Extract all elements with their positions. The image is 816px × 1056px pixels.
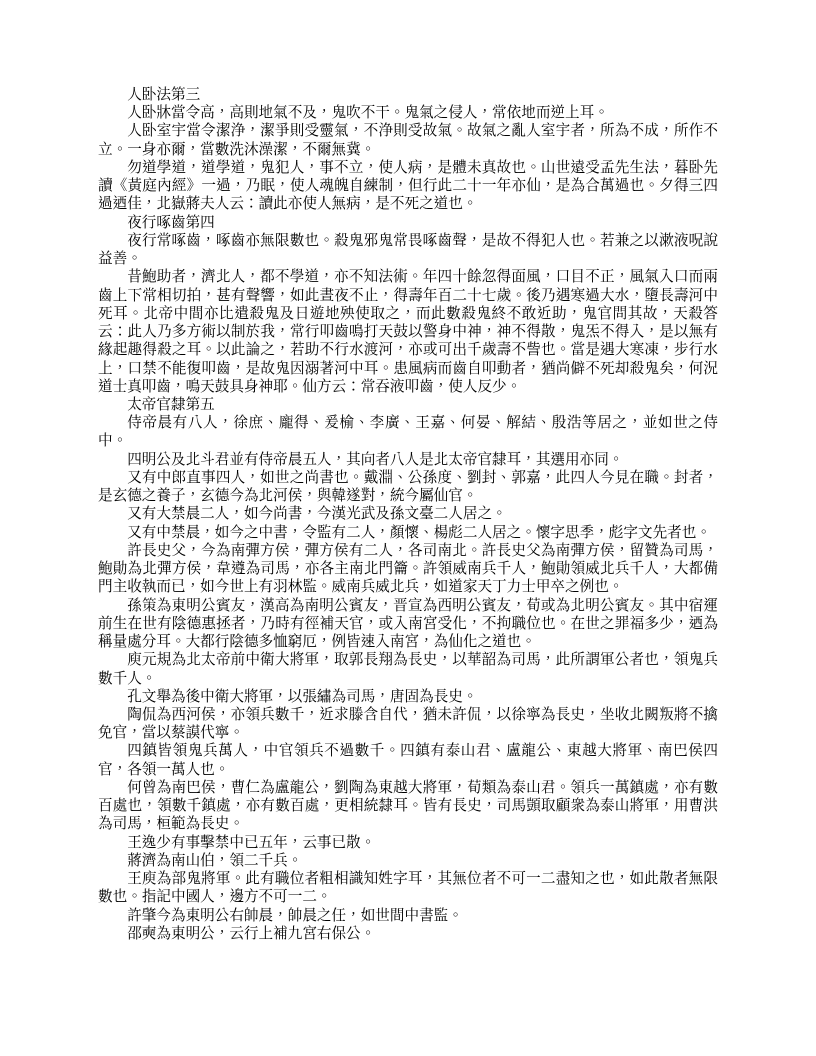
paragraph: 侍帝晨有八人，徐庶、龐得、爰榆、李廣、王嘉、何晏、解結、殷浩等居之，並如世之侍中。 bbox=[98, 415, 718, 450]
section-heading: 太帝官隸第五 bbox=[127, 396, 215, 413]
paragraph: 邵奭為東明公，云行上補九宮右保公。 bbox=[127, 925, 376, 942]
paragraph: 蔣濟為南山伯，領二千兵。 bbox=[127, 852, 303, 869]
paragraph: 孫策為東明公賓友，漢高為南明公賓友，晋宣為西明公賓友，荀或為北明公賓友。其中宿運前生在世有陰德惠拯者，乃時有徑補天官，或入南宮受化，不拘職位也。在世之罪福多少，迺為稱量處分耳。大都行陰德多恤窮厄，例皆速入南宮，為仙化之道也。 bbox=[98, 597, 718, 651]
paragraph: 又有大禁晨二人，如今尚書，今漢光武及孫文臺二人居之。 bbox=[127, 506, 507, 523]
paragraph: 四鎮皆領鬼兵萬人，中官領兵不過數千。四鎮有泰山君、盧龍公、東越大將軍、南巴侯四官，各領一萬人也。 bbox=[98, 743, 718, 778]
paragraph: 許肇今為東明公右帥晨，帥晨之任，如世間中書監。 bbox=[127, 907, 463, 924]
paragraph: 陶侃為西河侯，亦領兵數千，近求滕含自代，猶未許侃，以徐寧為長史，坐收北闕叛將不擒免官，當以蔡謨代寧。 bbox=[98, 706, 718, 742]
document-body bbox=[98, 86, 718, 943]
section-heading: 夜行啄齒第四 bbox=[127, 214, 215, 231]
section-heading: 人卧法第三 bbox=[127, 87, 201, 103]
paragraph: 何曾為南巴侯，曹仁為盧龍公，劉陶為東越大將軍，荀類為泰山君。領兵一萬鎮處，亦有數百處也，領數千鎮處，亦有數百處，更相統隸耳。皆有長史，司馬顗取顧衆為泰山將軍，用曹洪為司馬，桓範為長史。 bbox=[98, 779, 718, 833]
paragraph: 孔文舉為後中衛大將軍，以張繡為司馬，唐固為長史。 bbox=[127, 688, 478, 705]
paragraph: 四明公及北斗君並有侍帝晨五人，其向者八人是北太帝官隸耳，其選用亦同。 bbox=[127, 451, 624, 468]
paragraph: 夜行常啄齒，啄齒亦無限數也。殺鬼邪鬼常畏啄齒聲，是故不得犯人也。若兼之以漱液呪說益善。 bbox=[98, 232, 718, 268]
paragraph: 人卧牀當令高，高則地氣不及，鬼吹不干。鬼氣之侵人，常依地而逆上耳。 bbox=[127, 105, 609, 122]
paragraph: 王庾為部鬼將軍。此有職位者粗相識知姓字耳，其無位者不可一二盡知之也，如此散者無限數也。指記中國人，邊方不可一二。 bbox=[98, 871, 718, 906]
paragraph: 昔鮑助者，濟北人，都不學道，亦不知法術。年四十餘忽得面風，口目不正，風氣入口而兩齒上下常相切拍，甚有聲響，如此晝夜不止，得壽年百二十七歲。後乃遇寒過大水，墮長壽河中死耳。北帝中間亦比遣殺鬼及日遊地殃使取之，而此數殺鬼終不敢近助，鬼官問其故，天殺答云：此人乃多方術以制於我，常行叩齒鳴打天鼓以警身中神，神不得散，鬼炁不得入，是以無有緣起趣得殺之耳。以此論之，若助不行水渡河，亦或可出千歲壽不訾也。當是遇大寒凍，步行水上，口禁不能復叩齒，是故鬼因溺著河中耳。患風病而齒自叩動者，猶尚僻不死却殺鬼矣，何況道士真叩齒，鳴天鼓具身神耶。仙方云：常吞液叩齒，使人反少。 bbox=[98, 269, 718, 395]
paragraph: 勿道學道，道學道，鬼犯人，事不立，使人病，是體未真故也。山世遠受孟先生法，暮卧先讀《黃庭內經》一過，乃眠，使人魂魄自練制，但行此二十一年亦仙，是為合萬過也。夕得三四過迺佳，北嶽蔣夫人云：讀此亦使人無病，是不死之道也。 bbox=[98, 159, 718, 213]
paragraph: 人卧室宇當令潔浄，潔爭則受靈氣，不浄則受故氣。故氣之亂人室宇者，所為不成，所作不立。一身亦爾，當數洗沐澡潔，不爾無冀。 bbox=[98, 123, 718, 158]
paragraph: 庾元規為北太帝前中衛大將軍，取郭長翔為長史，以華韶為司馬，此所謂軍公者也，領鬼兵數千人。 bbox=[98, 652, 718, 687]
paragraph: 又有中郎直事四人，如世之尚書也。戴淵、公孫度、劉封、郭嘉，此四人今見在職。封者，是玄德之養子，玄德今為北河侯，與韓遂對，統今屬仙官。 bbox=[98, 469, 718, 505]
paragraph: 王逸少有事擊禁中已五年，云事已散。 bbox=[127, 834, 376, 851]
paragraph: 許長史父，今為南彈方侯，彈方侯有二人，各司南北。許長史父為南彈方侯，留贊為司馬，鮑勛為北彈方侯，韋遵為司馬，亦各主南北門籥。許領威南兵千人，鮑勛領威北兵千人，大都備門主收執而已，如今世上有羽林監。威南兵威北兵，如道家天丁力士甲卒之例也。 bbox=[98, 542, 718, 596]
paragraph: 又有中禁晨，如今之中書，令監有二人，顏懷、楊彪二人居之。懷字思季，彪字文先者也。 bbox=[127, 524, 711, 541]
